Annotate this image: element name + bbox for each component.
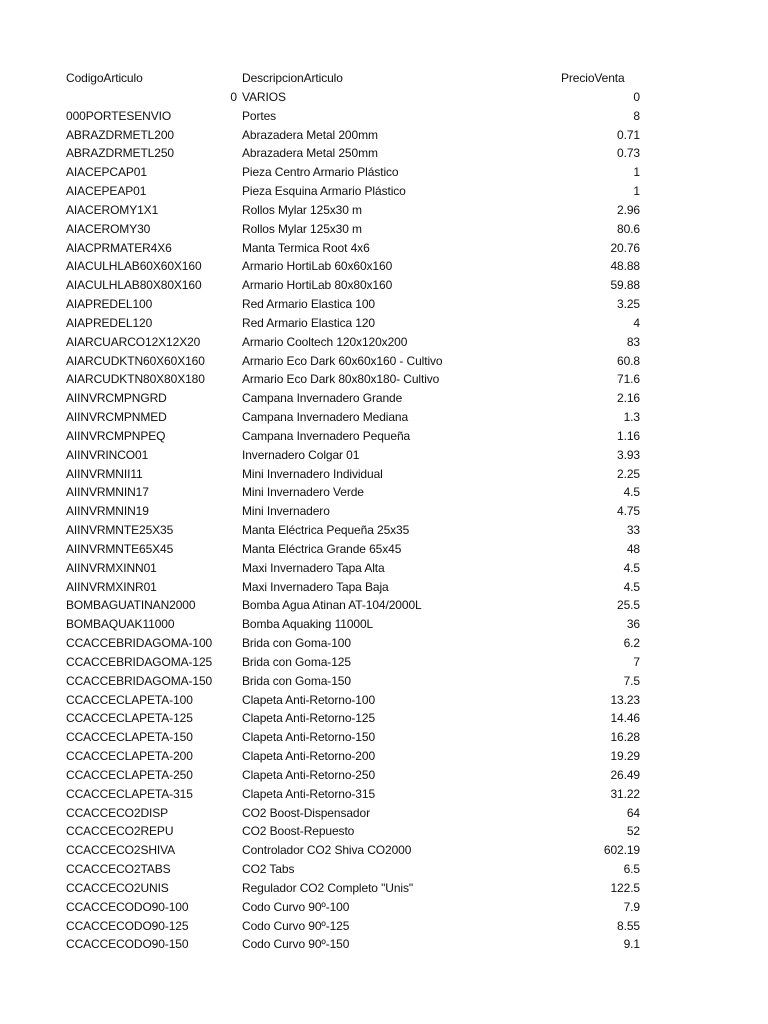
table-row [0,370,768,389]
row-price: 3.93 [617,447,640,462]
row-description: Manta Eléctrica Pequeña 25x35 [242,523,410,538]
row-description: Clapeta Anti-Retorno-200 [242,749,376,764]
table-row [0,257,768,276]
row-code: BOMBAGUATINAN2000 [66,598,196,613]
row-price: 20.76 [610,240,640,255]
row-price: 0.71 [617,127,640,142]
row-code: CCACCECLAPETA-315 [66,786,193,801]
row-description: Invernadero Colgar 01 [242,447,360,462]
row-price: 4.5 [623,560,640,575]
row-price: 8.55 [617,918,640,933]
header-price: PrecioVenta [561,71,625,85]
table-row [0,804,768,823]
row-description: Codo Curvo 90º-150 [242,937,350,952]
row-code: AIACULHLAB60X60X160 [66,259,202,274]
row-code: AIINVRCMPNMED [66,410,167,425]
table-row [0,578,768,597]
table-row [0,182,768,201]
row-price: 36 [626,617,640,632]
row-code: CCACCECLAPETA-100 [66,692,193,707]
row-description: Maxi Invernadero Tapa Alta [242,560,385,575]
row-code: AIINVRMNIN19 [66,504,149,519]
table-row [0,634,768,653]
table-row [0,596,768,615]
row-description: Mini Invernadero Verde [242,485,364,500]
row-code: AIACEPCAP01 [66,165,147,180]
row-code: AIINVRCMPNGRD [66,391,167,406]
row-description: Brida con Goma-150 [242,673,351,688]
row-description: Portes [242,108,277,123]
row-code: ABRAZDRMETL200 [66,127,174,142]
row-code: CCACCECLAPETA-125 [66,711,193,726]
row-price: 6.5 [623,862,640,877]
table-row [0,935,768,954]
row-price: 59.88 [610,278,640,293]
row-code: CCACCECO2SHIVA [66,843,176,858]
table-row [0,220,768,239]
row-price: 52 [626,824,640,839]
row-price: 9.1 [623,937,640,952]
table-row [0,822,768,841]
row-price: 80.6 [617,221,640,236]
row-code: BOMBAQUAK11000 [66,617,175,632]
row-description: Regulador CO2 Completo "Unis" [242,880,414,895]
row-price: 16.28 [610,730,640,745]
row-price: 2.96 [617,202,640,217]
row-price: 6.2 [623,636,640,651]
row-code: AIAPREDEL120 [66,315,153,330]
table-row [0,728,768,747]
row-code: AIACEPEAP01 [66,184,147,199]
row-description: Pieza Esquina Armario Plástico [242,184,406,199]
row-price: 14.46 [610,711,640,726]
row-price: 60.8 [617,353,640,368]
row-description: Bomba Agua Atinan AT-104/2000L [242,598,422,613]
row-price: 4.75 [617,504,640,519]
row-code: AIARCUARCO12X12X20 [66,334,201,349]
row-price: 71.6 [617,372,640,387]
table-row [0,917,768,936]
row-description: Armario HortiLab 80x80x160 [242,278,393,293]
row-description: Clapeta Anti-Retorno-250 [242,767,376,782]
table-row [0,483,768,502]
row-code: AIINVRMNII11 [66,466,143,481]
row-description: CO2 Boost-Repuesto [242,824,355,839]
table-row [0,709,768,728]
row-description: Clapeta Anti-Retorno-150 [242,730,376,745]
row-price: 25.5 [617,598,640,613]
row-description: Armario Eco Dark 80x80x180- Cultivo [242,372,440,387]
row-description: Maxi Invernadero Tapa Baja [242,579,389,594]
row-price: 7.5 [623,673,640,688]
row-code: AIACEROMY30 [66,221,151,236]
table-row [0,333,768,352]
table-row [0,163,768,182]
table-row [0,107,768,126]
row-price: 0 [633,90,640,104]
row-code: CCACCECO2UNIS [66,880,169,895]
row-description: Mini Invernadero Individual [242,466,383,481]
row-description: Clapeta Anti-Retorno-100 [242,692,376,707]
row-description: Armario Cooltech 120x120x200 [242,334,408,349]
row-price: 4.5 [623,579,640,594]
table-row [0,446,768,465]
row-price: 64 [626,805,640,820]
table-row [0,691,768,710]
row-code: CCACCECO2REPU [66,824,174,839]
row-description: Bomba Aquaking 11000L [242,617,374,632]
row-prefix: 0 [230,90,237,104]
row-price: 8 [633,108,640,123]
table-row [0,898,768,917]
row-description: Abrazadera Metal 250mm [242,146,378,161]
table-row [0,502,768,521]
table-row [0,672,768,691]
table-row [0,239,768,258]
row-code: CCACCECLAPETA-150 [66,730,193,745]
row-description: Rollos Mylar 125x30 m [242,221,362,236]
row-description: Campana Invernadero Grande [242,391,403,406]
row-code: AIACPRMATER4X6 [66,240,172,255]
table-row [0,841,768,860]
row-code: ABRAZDRMETL250 [66,146,174,161]
table-row [0,408,768,427]
row-price: 13.23 [610,692,640,707]
row-code: AIARCUDKTN60X60X160 [66,353,205,368]
table-row [0,879,768,898]
table-row [0,559,768,578]
row-description: Red Armario Elastica 100 [242,297,375,312]
row-code: CCACCECODO90-150 [66,937,189,952]
row-description: Red Armario Elastica 120 [242,315,375,330]
row-price: 83 [626,334,640,349]
row-code: CCACCEBRIDAGOMA-150 [66,673,213,688]
row-price: 4 [633,315,640,330]
row-description: Manta Eléctrica Grande 65x45 [242,541,402,556]
row-description: Mini Invernadero [242,504,330,519]
table-row [0,314,768,333]
row-price: 2.25 [617,466,640,481]
row-description: Brida con Goma-125 [242,654,351,669]
table-row [0,521,768,540]
table-row [0,201,768,220]
row-description: Armario Eco Dark 60x60x160 - Cultivo [242,353,443,368]
row-price: 48 [626,541,640,556]
table-row [0,295,768,314]
row-price: 3.25 [617,297,640,312]
row-description: CO2 Tabs [242,862,295,877]
row-code: CCACCEBRIDAGOMA-125 [66,654,213,669]
row-price: 1.3 [623,410,640,425]
table-row [0,427,768,446]
row-price: 1.16 [617,428,640,443]
row-price: 7 [633,654,640,669]
row-code: CCACCECLAPETA-250 [66,767,193,782]
row-description: Codo Curvo 90º-125 [242,918,350,933]
table-row [0,747,768,766]
row-code: CCACCECLAPETA-200 [66,749,193,764]
row-price: 1 [633,184,640,199]
table-row [0,144,768,163]
row-description: Campana Invernadero Mediana [242,410,409,425]
row-code: CCACCECODO90-125 [66,918,189,933]
row-code: CCACCECO2TABS [66,862,171,877]
row-description: Campana Invernadero Pequeña [242,428,411,443]
row-price: 19.29 [610,749,640,764]
row-price: 31.22 [610,786,640,801]
row-price: 7.9 [623,899,640,914]
row-code: AIACULHLAB80X80X160 [66,278,202,293]
row-code: AIARCUDKTN80X80X180 [66,372,205,387]
table-row [0,540,768,559]
table-row [0,860,768,879]
row-description: VARIOS [242,90,286,104]
row-description: Abrazadera Metal 200mm [242,127,378,142]
table-row [0,126,768,145]
row-price: 48.88 [610,259,640,274]
row-description: Pieza Centro Armario Plástico [242,165,399,180]
table-row [0,766,768,785]
table-row [0,352,768,371]
header-code: CodigoArticulo [66,71,143,85]
row-price: 2.16 [617,391,640,406]
row-code: AIINVRCMPNPEQ [66,428,166,443]
row-description: Armario HortiLab 60x60x160 [242,259,393,274]
row-price: 4.5 [623,485,640,500]
row-code: 000PORTESENVIO [66,108,172,123]
row-description: Clapeta Anti-Retorno-315 [242,786,376,801]
header-description: DescripcionArticulo [242,71,343,85]
row-description: Clapeta Anti-Retorno-125 [242,711,376,726]
table-row [0,785,768,804]
row-description: Rollos Mylar 125x30 m [242,202,362,217]
row-code: AIINVRINCO01 [66,447,149,462]
row-code: CCACCECODO90-100 [66,899,189,914]
row-description: Codo Curvo 90º-100 [242,899,350,914]
row-price: 33 [626,523,640,538]
row-code: AIINVRMNIN17 [66,485,149,500]
table-row [0,276,768,295]
row-description: Brida con Goma-100 [242,636,351,651]
header-row [0,69,768,88]
row-code: AIINVRMXINR01 [66,579,157,594]
row-price: 0.73 [617,146,640,161]
row-price: 26.49 [610,767,640,782]
row-price: 122.5 [610,880,640,895]
row-price: 602.19 [603,843,640,858]
row-description: Controlador CO2 Shiva CO2000 [242,843,412,858]
table-row [0,88,768,107]
row-code: CCACCEBRIDAGOMA-100 [66,636,213,651]
row-code: AIINVRMNTE25X35 [66,523,174,538]
row-description: CO2 Boost-Dispensador [242,805,370,820]
row-code: AIACEROMY1X1 [66,202,159,217]
row-description: Manta Termica Root 4x6 [242,240,370,255]
table-row [0,615,768,634]
table-row [0,465,768,484]
row-code: AIINVRMXINN01 [66,560,157,575]
row-code: AIAPREDEL100 [66,297,153,312]
table-row [0,389,768,408]
row-price: 1 [633,165,640,180]
row-code: AIINVRMNTE65X45 [66,541,174,556]
table-row [0,653,768,672]
row-code: CCACCECO2DISP [66,805,169,820]
